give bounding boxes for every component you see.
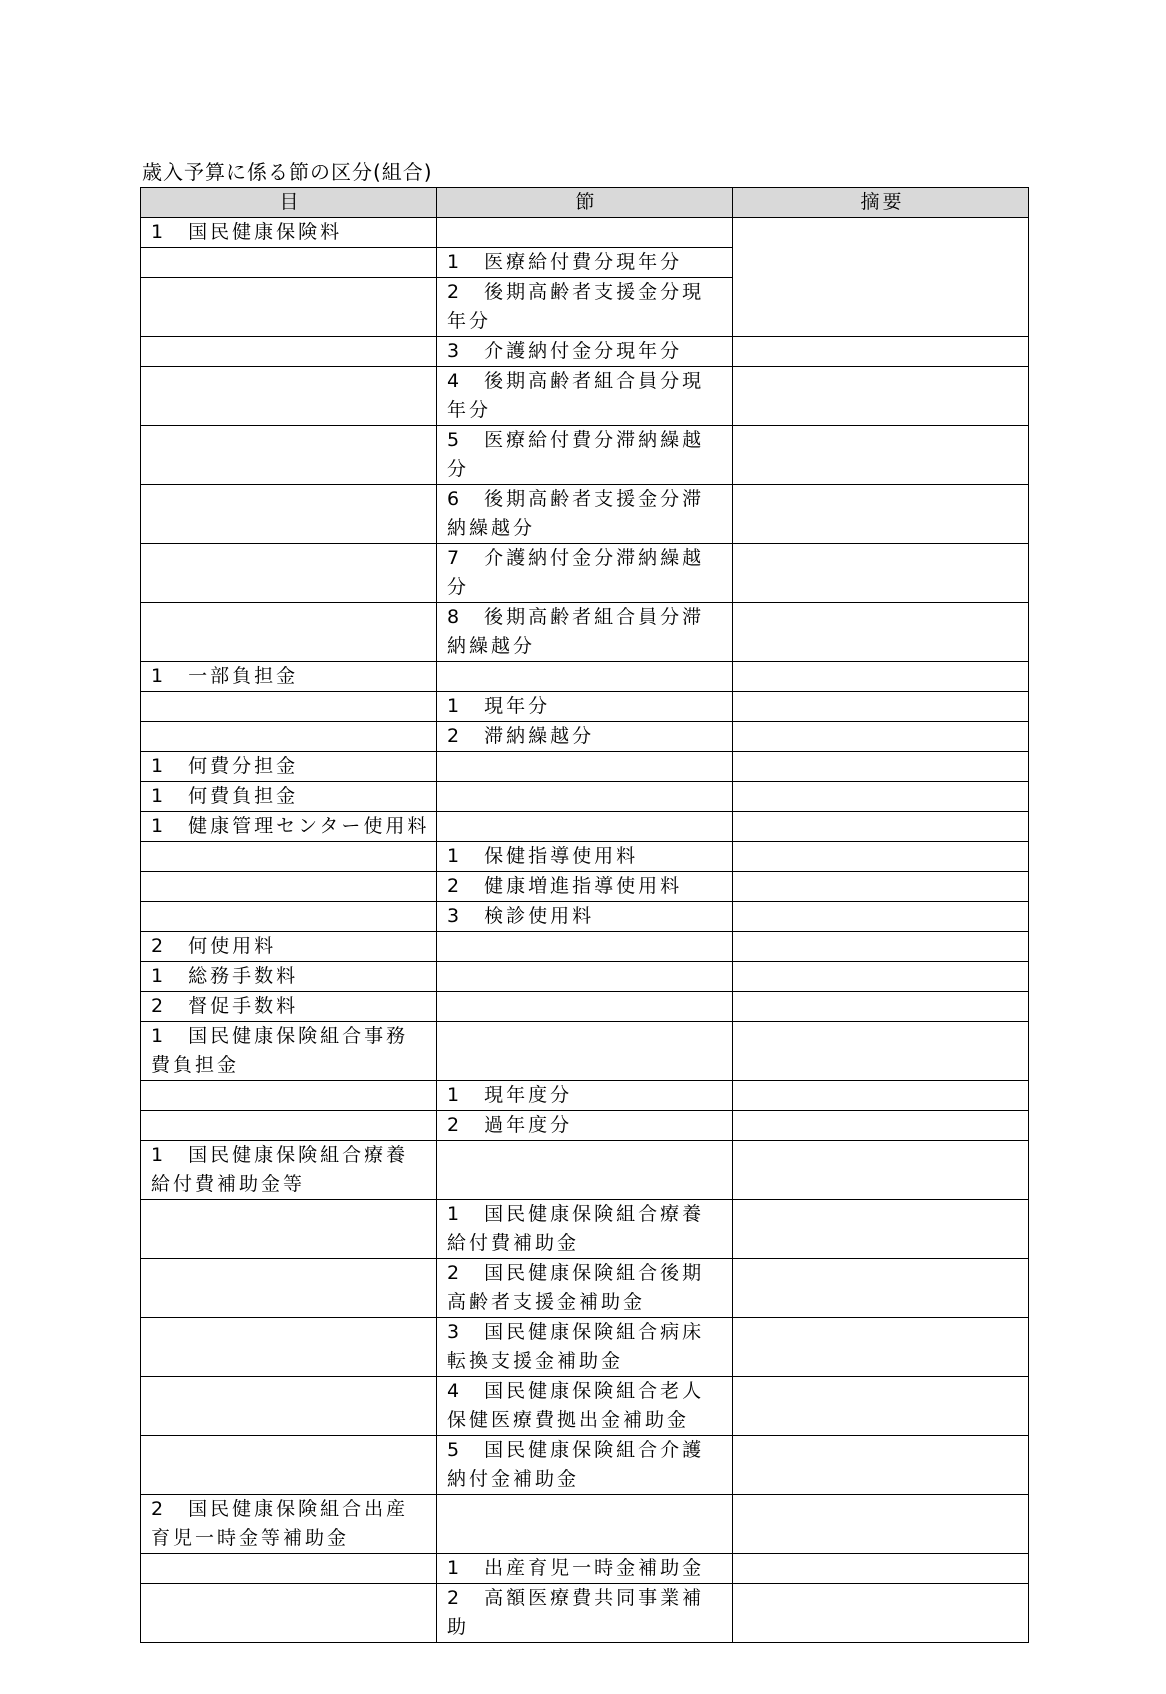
cell-setsu xyxy=(437,812,733,842)
cell-moku: 1 総務手数料 xyxy=(141,962,437,992)
cell-setsu xyxy=(437,1022,733,1081)
cell-summary xyxy=(733,367,1029,426)
table-row xyxy=(141,812,1029,842)
cell-moku: 1 国民健康保険組合療養給付費補助金等 xyxy=(141,1141,437,1200)
cell-setsu: 2 後期高齢者支援金分現年分 xyxy=(437,278,733,337)
cell-summary xyxy=(733,1141,1029,1200)
cell-moku xyxy=(141,722,437,752)
cell-setsu xyxy=(437,752,733,782)
table-row xyxy=(141,1495,1029,1554)
cell-summary xyxy=(733,872,1029,902)
cell-setsu xyxy=(437,992,733,1022)
table-row xyxy=(141,932,1029,962)
table-row xyxy=(141,485,1029,544)
cell-moku xyxy=(141,1554,437,1584)
cell-moku: 1 一部負担金 xyxy=(141,662,437,692)
cell-setsu: 3 検診使用料 xyxy=(437,902,733,932)
table-row xyxy=(141,603,1029,662)
header-moku: 目 xyxy=(141,188,437,218)
cell-moku xyxy=(141,1200,437,1259)
cell-setsu: 3 国民健康保険組合病床転換支援金補助金 xyxy=(437,1318,733,1377)
cell-summary xyxy=(733,218,1029,337)
cell-summary xyxy=(733,1111,1029,1141)
cell-summary xyxy=(733,337,1029,367)
document-title: 歳入予算に係る節の区分(組合) xyxy=(142,160,433,184)
cell-moku xyxy=(141,1318,437,1377)
table-row xyxy=(141,1554,1029,1584)
cell-summary xyxy=(733,722,1029,752)
cell-setsu: 5 国民健康保険組合介護納付金補助金 xyxy=(437,1436,733,1495)
table-body xyxy=(141,218,1029,1643)
table-row xyxy=(141,1141,1029,1200)
cell-moku: 1 何費分担金 xyxy=(141,752,437,782)
cell-summary xyxy=(733,902,1029,932)
cell-moku xyxy=(141,603,437,662)
table-header-row xyxy=(141,188,1029,218)
cell-setsu: 1 現年分 xyxy=(437,692,733,722)
cell-moku xyxy=(141,485,437,544)
cell-summary xyxy=(733,662,1029,692)
cell-moku xyxy=(141,248,437,278)
cell-setsu xyxy=(437,1141,733,1200)
cell-summary xyxy=(733,812,1029,842)
cell-moku: 1 何費負担金 xyxy=(141,782,437,812)
table-row xyxy=(141,337,1029,367)
cell-summary xyxy=(733,485,1029,544)
cell-setsu: 2 過年度分 xyxy=(437,1111,733,1141)
cell-setsu: 2 国民健康保険組合後期高齢者支援金補助金 xyxy=(437,1259,733,1318)
table-row xyxy=(141,1436,1029,1495)
cell-summary xyxy=(733,1377,1029,1436)
table-row xyxy=(141,872,1029,902)
table-row xyxy=(141,962,1029,992)
cell-summary xyxy=(733,1584,1029,1643)
table-row xyxy=(141,426,1029,485)
cell-moku xyxy=(141,902,437,932)
cell-setsu: 1 医療給付費分現年分 xyxy=(437,248,733,278)
cell-moku xyxy=(141,1377,437,1436)
header-setsu: 節 xyxy=(437,188,733,218)
table-row xyxy=(141,1584,1029,1643)
revenue-budget-table xyxy=(140,187,1029,1643)
cell-moku xyxy=(141,1259,437,1318)
cell-moku: 2 督促手数料 xyxy=(141,992,437,1022)
cell-moku: 1 国民健康保険料 xyxy=(141,218,437,248)
table-row xyxy=(141,662,1029,692)
cell-moku xyxy=(141,842,437,872)
table-row xyxy=(141,1022,1029,1081)
cell-moku xyxy=(141,1436,437,1495)
table-row xyxy=(141,218,1029,248)
table-row xyxy=(141,1081,1029,1111)
cell-moku xyxy=(141,367,437,426)
cell-moku xyxy=(141,1111,437,1141)
cell-summary xyxy=(733,692,1029,722)
cell-setsu: 8 後期高齢者組合員分滞納繰越分 xyxy=(437,603,733,662)
cell-setsu xyxy=(437,218,733,248)
cell-setsu: 2 健康増進指導使用料 xyxy=(437,872,733,902)
table-row xyxy=(141,1111,1029,1141)
cell-summary xyxy=(733,1081,1029,1111)
cell-moku xyxy=(141,426,437,485)
cell-moku xyxy=(141,278,437,337)
cell-summary xyxy=(733,426,1029,485)
table-row xyxy=(141,722,1029,752)
cell-summary xyxy=(733,544,1029,603)
cell-setsu: 1 出産育児一時金補助金 xyxy=(437,1554,733,1584)
cell-setsu: 6 後期高齢者支援金分滞納繰越分 xyxy=(437,485,733,544)
cell-moku xyxy=(141,1584,437,1643)
table-row xyxy=(141,782,1029,812)
cell-setsu: 7 介護納付金分滞納繰越分 xyxy=(437,544,733,603)
cell-setsu: 1 現年度分 xyxy=(437,1081,733,1111)
cell-summary xyxy=(733,1200,1029,1259)
cell-moku: 1 国民健康保険組合事務費負担金 xyxy=(141,1022,437,1081)
cell-moku xyxy=(141,337,437,367)
cell-summary xyxy=(733,1318,1029,1377)
cell-moku: 2 何使用料 xyxy=(141,932,437,962)
table-row xyxy=(141,367,1029,426)
cell-setsu xyxy=(437,782,733,812)
table-row xyxy=(141,1318,1029,1377)
cell-moku: 1 健康管理センター使用料 xyxy=(141,812,437,842)
cell-moku xyxy=(141,692,437,722)
cell-setsu xyxy=(437,1495,733,1554)
table-row xyxy=(141,992,1029,1022)
cell-summary xyxy=(733,782,1029,812)
table-row xyxy=(141,1377,1029,1436)
cell-summary xyxy=(733,603,1029,662)
cell-setsu xyxy=(437,962,733,992)
table-row xyxy=(141,752,1029,782)
cell-summary xyxy=(733,1436,1029,1495)
cell-setsu: 5 医療給付費分滞納繰越分 xyxy=(437,426,733,485)
cell-setsu: 4 後期高齢者組合員分現年分 xyxy=(437,367,733,426)
cell-summary xyxy=(733,842,1029,872)
cell-summary xyxy=(733,962,1029,992)
cell-summary xyxy=(733,1554,1029,1584)
table-row xyxy=(141,544,1029,603)
cell-setsu xyxy=(437,932,733,962)
header-summary: 摘要 xyxy=(733,188,1029,218)
cell-moku xyxy=(141,872,437,902)
table-row xyxy=(141,842,1029,872)
cell-setsu: 1 保健指導使用料 xyxy=(437,842,733,872)
cell-setsu: 2 高額医療費共同事業補助 xyxy=(437,1584,733,1643)
cell-summary xyxy=(733,932,1029,962)
cell-summary xyxy=(733,1022,1029,1081)
table-row xyxy=(141,692,1029,722)
cell-setsu: 3 介護納付金分現年分 xyxy=(437,337,733,367)
cell-setsu: 2 滞納繰越分 xyxy=(437,722,733,752)
cell-moku xyxy=(141,1081,437,1111)
cell-summary xyxy=(733,1495,1029,1554)
cell-summary xyxy=(733,992,1029,1022)
cell-setsu: 4 国民健康保険組合老人保健医療費拠出金補助金 xyxy=(437,1377,733,1436)
cell-moku: 2 国民健康保険組合出産育児一時金等補助金 xyxy=(141,1495,437,1554)
table-row xyxy=(141,1200,1029,1259)
table-row xyxy=(141,902,1029,932)
cell-moku xyxy=(141,544,437,603)
cell-summary xyxy=(733,1259,1029,1318)
cell-summary xyxy=(733,752,1029,782)
cell-setsu: 1 国民健康保険組合療養給付費補助金 xyxy=(437,1200,733,1259)
cell-setsu xyxy=(437,662,733,692)
table-row xyxy=(141,1259,1029,1318)
